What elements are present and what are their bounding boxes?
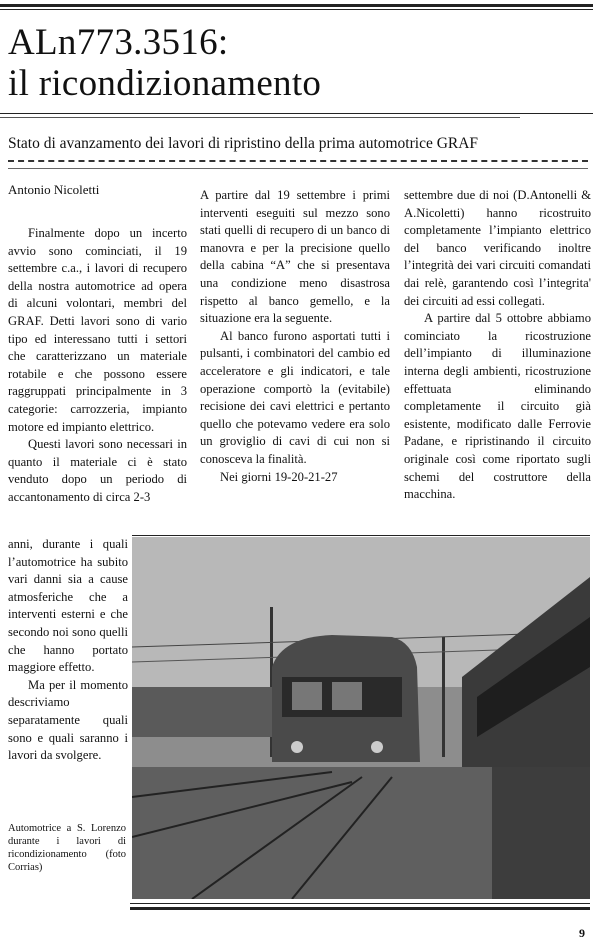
railcar-photo bbox=[132, 537, 590, 899]
author-name: Antonio Nicoletti bbox=[8, 182, 100, 197]
top-rule-thick bbox=[0, 4, 593, 7]
col1-paragraph-2: Questi lavori sono necessari in quanto il materiale ci è stato venduto dopo un periodo di accantonamento di circa 2-3 bbox=[8, 437, 187, 504]
col2-paragraph-1: A partire dal 19 settembre i primi interventi eseguiti sul mezzo sono stati quelli di recupero di un banco di manovra e per la precisione quello della cabina “A” che si presentava una condizione meno disastrosa rispetto al banco gemello, e la situazione era la seguente. bbox=[200, 188, 390, 326]
top-rule-thin bbox=[0, 9, 593, 10]
column-1-narrow bbox=[8, 536, 128, 765]
column-1 bbox=[8, 225, 187, 507]
article-title bbox=[8, 22, 588, 104]
title-underline-short bbox=[0, 117, 520, 118]
column-3 bbox=[404, 187, 591, 504]
column-2 bbox=[200, 187, 390, 486]
col2-paragraph-2: Al banco furono asportati tutti i pulsanti, i combinatori del cambio ed acceleratore e gli indicatori, e tale operazione comportò la (evitabile) recisione dei cavi elettrici e pertanto quello che potevamo vedere era solo un groviglio di cavi di cui non si conosceva la finalità. bbox=[200, 328, 390, 466]
title-line-2: il ricondizionamento bbox=[8, 63, 322, 104]
article-subtitle: Stato di avanzamento dei lavori di ripristino della prima automotrice GRAF bbox=[8, 135, 479, 152]
title-underline bbox=[0, 113, 593, 114]
col1-narrow-paragraph-1: anni, durante i quali l’automotrice ha subito vari danni sia a cause atmosferiche che a interventi esterni e che secondo noi sono quelli che hanno portato maggiore effetto. bbox=[8, 537, 128, 675]
railcar-photo-illustration bbox=[132, 537, 590, 899]
bottom-rule-thick bbox=[130, 907, 590, 910]
bottom-rule-thin bbox=[130, 903, 590, 904]
col3-paragraph-2: A partire dal 5 ottobre abbiamo cominciato la ricostruzione dell’impianto di illuminazione interna degli ambienti, ricostruzione effettuata eliminando completamente il circuito già esistente, modificato dalle Ferrovie Padane, e ripristinando il circuito originale così come riportato sugli schemi del costruttore della macchina. bbox=[404, 311, 591, 502]
col2-paragraph-3: Nei giorni 19-20-21-27 bbox=[220, 469, 338, 484]
photo-caption: Automotrice a S. Lorenzo durante i lavori di ricondizionamento (foto Corrias) bbox=[8, 823, 126, 873]
col1-narrow-paragraph-2: Ma per il momento descriviamo separatamente quali sono e quali saranno i lavori da svolgere. bbox=[8, 677, 128, 763]
photo-top-rule bbox=[132, 535, 590, 536]
page-number: 9 bbox=[579, 926, 585, 940]
col3-paragraph-1: settembre due di noi (D.Antonelli & A.Nicoletti) hanno ricostruito completamente l’impianto elettrico del banco verificando inoltre l’integrità dei vari circuiti comandati dai relè, garantendo così l’integrita' dei circuiti ad essi collegati. bbox=[404, 188, 591, 308]
title-line-1: ALn773.3516: bbox=[8, 22, 229, 63]
col1-paragraph-1: Finalmente dopo un incerto avvio sono cominciati, il 19 settembre c.a., i lavori di recupero della nostra automotrice ad opera di alcuni volontari, membri del GRAF. Detti lavori sono di vario tipo ed interessano tutti i settori che caratterizzano un materiale rotabile e che possono essere raggruppati principalmente in 3 categorie: carrozzeria, impianto motore ed impianto elettrico. bbox=[8, 226, 187, 434]
subtitle-separator bbox=[8, 160, 588, 169]
